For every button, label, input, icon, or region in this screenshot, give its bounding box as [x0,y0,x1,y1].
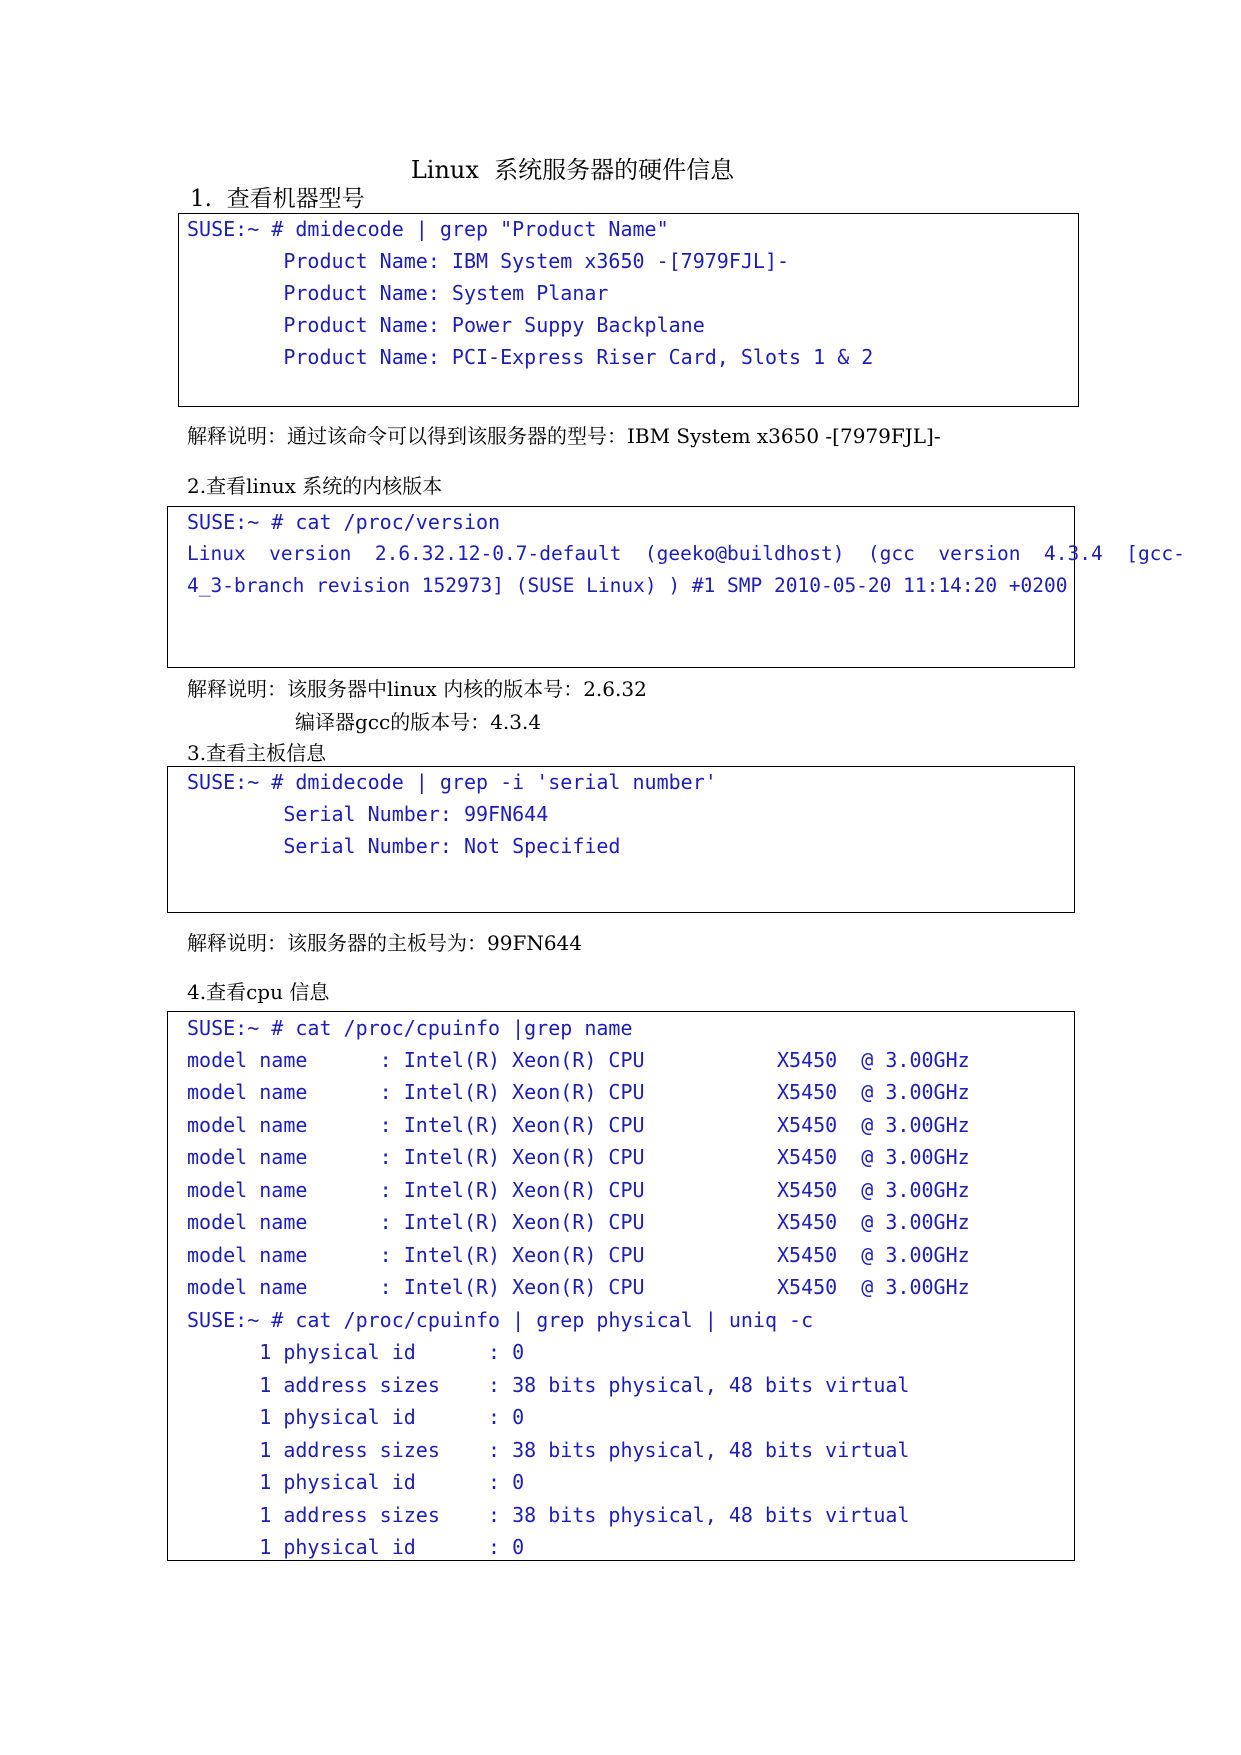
section4-line: model name : Intel(R) Xeon(R) CPU X5450 @ 3.00GHz [187,1113,970,1137]
section1-line: SUSE:~ # dmidecode | grep "Product Name" [187,217,669,241]
section4-line: model name : Intel(R) Xeon(R) CPU X5450 @ 3.00GHz [187,1243,970,1267]
section4-line: 1 physical id : 0 [187,1535,525,1559]
section1-line: Product Name: Power Suppy Backplane [187,313,705,337]
section4-line: model name : Intel(R) Xeon(R) CPU X5450 @ 3.00GHz [187,1145,970,1169]
section3-command-box [167,766,1075,913]
section4-line: 1 address sizes : 38 bits physical, 48 bits virtual [187,1438,910,1462]
section1-line: Product Name: PCI-Express Riser Card, Slots 1 & 2 [187,345,874,369]
section3-line: Serial Number: Not Specified [187,834,621,858]
section2-heading: 2.查看linux 系统的内核版本 [187,474,443,498]
section2-line: Linux version 2.6.32.12-0.7-default (geeko@buildhost) (gcc version 4.3.4 [gcc- [187,542,1185,565]
section2-command-box [167,506,1185,668]
section4-line: model name : Intel(R) Xeon(R) CPU X5450 @ 3.00GHz [187,1048,970,1072]
section4-line: 1 physical id : 0 [187,1405,525,1429]
section4-line: 1 physical id : 0 [187,1340,525,1364]
section1-line: Product Name: System Planar [187,281,609,305]
section3-heading: 3.查看主板信息 [187,741,327,765]
section4-line: model name : Intel(R) Xeon(R) CPU X5450 @ 3.00GHz [187,1210,970,1234]
section2-note-gcc: 编译器gcc的版本号：4.3.4 [295,710,542,734]
section3-note: 解释说明：该服务器的主板号为：99FN644 [187,931,582,955]
section2-line: SUSE:~ # cat /proc/version [187,510,501,534]
section4-heading: 4.查看cpu 信息 [187,980,330,1004]
section4-line: model name : Intel(R) Xeon(R) CPU X5450 @ 3.00GHz [187,1178,970,1202]
section4-command-box [167,1011,1075,1561]
section1-heading: 1. 查看机器型号 [190,186,365,212]
section2-line: 4_3-branch revision 152973] (SUSE Linux) ) #1 SMP 2010-05-20 11:14:20 +0200 [187,574,1068,597]
section3-line: Serial Number: 99FN644 [187,802,549,826]
section4-line: 1 address sizes : 38 bits physical, 48 bits virtual [187,1373,910,1397]
section2-note-kernel: 解释说明：该服务器中linux 内核的版本号：2.6.32 [187,677,647,701]
page-title: Linux 系统服务器的硬件信息 [410,156,735,184]
section1-command-box [178,213,1079,407]
section4-line: model name : Intel(R) Xeon(R) CPU X5450 @ 3.00GHz [187,1275,970,1299]
section4-line: 1 address sizes : 38 bits physical, 48 bits virtual [187,1503,910,1527]
section4-line: 1 physical id : 0 [187,1470,525,1494]
section3-line: SUSE:~ # dmidecode | grep -i 'serial number' [187,770,717,794]
section4-line: SUSE:~ # cat /proc/cpuinfo |grep name [187,1016,633,1040]
section4-line: SUSE:~ # cat /proc/cpuinfo | grep physical | uniq -c [187,1308,814,1332]
section4-line: model name : Intel(R) Xeon(R) CPU X5450 @ 3.00GHz [187,1080,970,1104]
section1-note: 解释说明：通过该命令可以得到该服务器的型号：IBM System x3650 -[7979FJL]- [187,424,941,448]
section1-line: Product Name: IBM System x3650 -[7979FJL]- [187,249,790,273]
